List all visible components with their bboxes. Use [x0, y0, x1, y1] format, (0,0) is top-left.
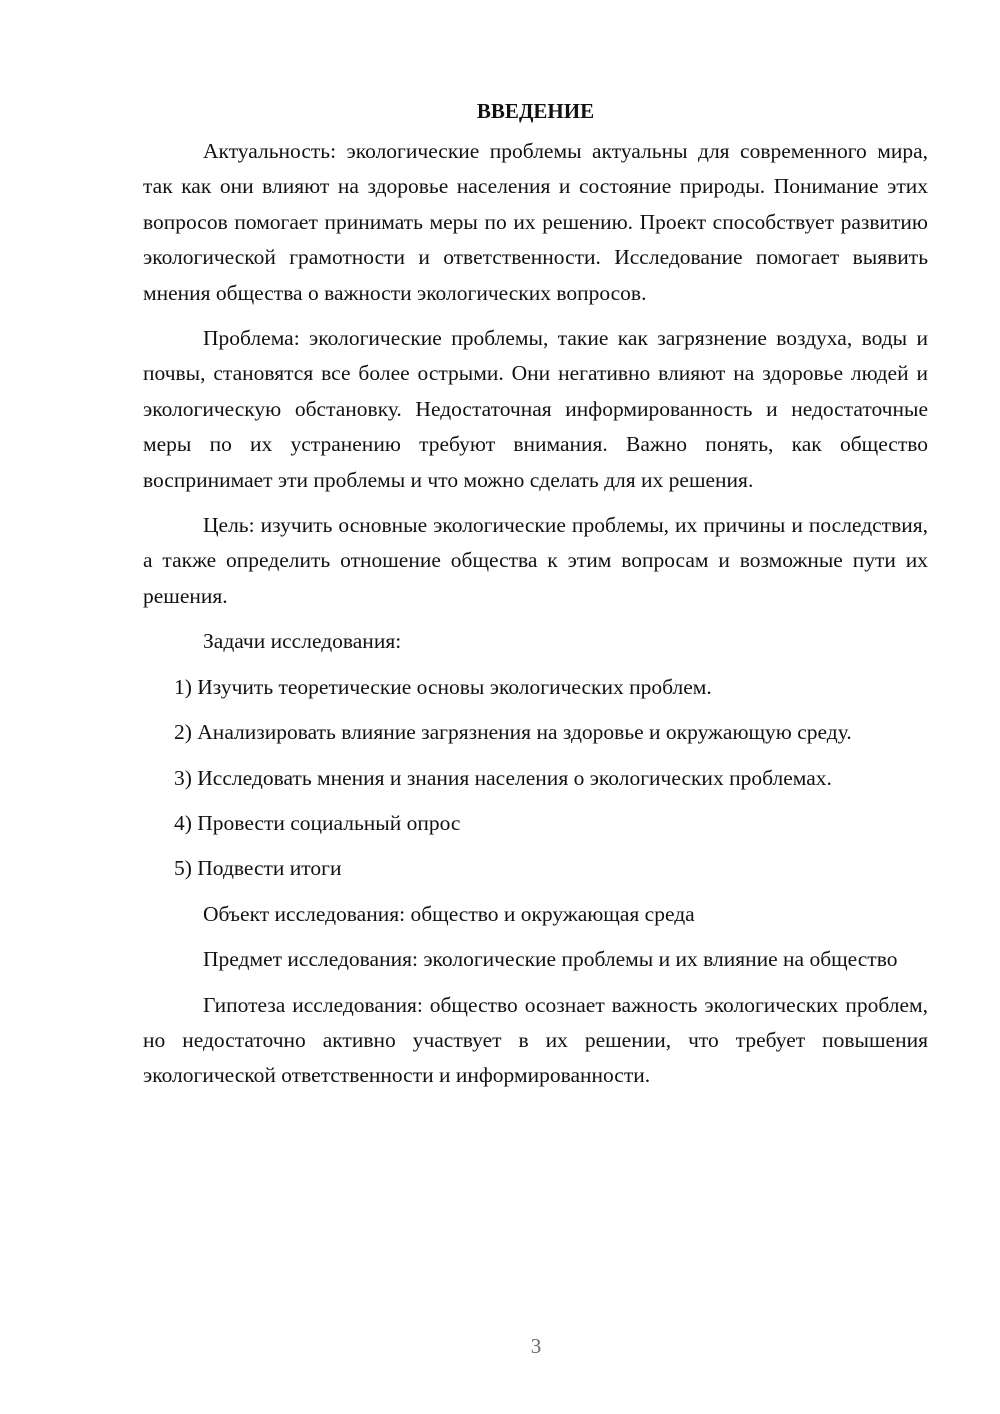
section-heading: ВВЕДЕНИЕ	[476, 99, 595, 123]
paragraph-relevance: Актуальность: экологические проблемы актуальны для современного мира, так как они влияют на здоровье населения и состояние природы. Понимание этих вопросов помогает принимать меры по их решению. Проект способствует развитию экологической грамотности и ответственности. Исследование помогает выявить мнения общества о важности экологических вопросов.	[143, 139, 928, 305]
paragraph-hypothesis: Гипотеза исследования: общество осознает важность экологических проблем, но недостаточно активно участвует в их решении, что требует повышения экологической ответственности и информированности.	[143, 992, 928, 1088]
page-content	[143, 96, 928, 1094]
page-number: 3	[530, 1334, 542, 1358]
task-item-2: 2) Анализировать влияние загрязнения на здоровье и окружающую среду.	[174, 720, 852, 745]
paragraph-subject: Предмет исследования: экологические проблемы и их влияние на общество	[203, 947, 898, 972]
paragraph-goal: Цель: изучить основные экологические проблемы, их причины и последствия, а также определить отношение общества к этим вопросам и возможные пути их решения.	[143, 513, 928, 608]
task-item-5: 5) Подвести итоги	[174, 856, 342, 881]
tasks-label: Задачи исследования:	[203, 629, 402, 654]
paragraph-problem: Проблема: экологические проблемы, такие как загрязнение воздуха, воды и почвы, становятся все более острыми. Они негативно влияют на здоровье людей и экологическую обстановку. Недостаточная информированность и недостаточные меры по их устранению требуют внимания. Важно понять, как общество воспринимает эти проблемы и что можно сделать для их решения.	[143, 326, 928, 492]
task-item-3: 3) Исследовать мнения и знания населения о экологических проблемах.	[174, 765, 832, 790]
task-item-1: 1) Изучить теоретические основы экологических проблем.	[174, 674, 712, 699]
paragraph-object: Объект исследования: общество и окружающая среда	[203, 901, 695, 926]
task-item-4: 4) Провести социальный опрос	[174, 810, 461, 835]
